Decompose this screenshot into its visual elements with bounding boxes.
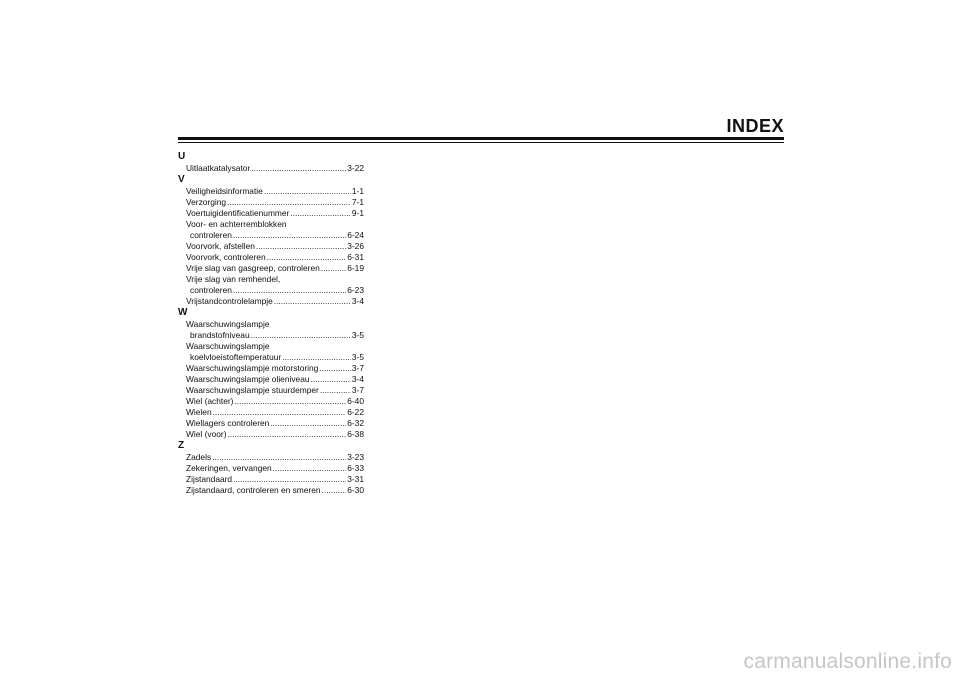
dot-leader: [251, 163, 346, 174]
index-entry-text: Voor- en achterremblokken: [186, 219, 287, 229]
index-entry-text: Wiel (achter): [186, 396, 234, 406]
index-entry-page: 3-31: [347, 474, 364, 484]
index-entry: [178, 163, 364, 174]
index-entry-page: 6-40: [347, 396, 364, 406]
header-rule-thin: [178, 142, 784, 143]
index-entry-text: Veiligheidsinformatie: [186, 186, 263, 196]
index-entry-text: Vrije slag van remhendel,: [186, 274, 281, 284]
index-entry: [178, 363, 364, 374]
index-entry-text: koelvloeistoftemperatuur: [190, 352, 282, 362]
index-entry: [178, 452, 364, 463]
dot-leader: [233, 230, 346, 241]
index-entry-text: Wielen: [186, 407, 212, 417]
index-entry-text: Vrijstandcontrolelampje: [186, 296, 273, 306]
index-entry-text: Waarschuwingslampje stuurdemper: [186, 385, 319, 395]
index-entry: [178, 252, 364, 263]
dot-leader: [227, 197, 351, 208]
index-entry-text: Voorvork, afstellen: [186, 241, 255, 251]
index-entry: [178, 296, 364, 307]
index-entry-text: Zadels: [186, 452, 212, 462]
index-entry-page: 6-22: [347, 407, 364, 417]
index-column: [178, 151, 364, 496]
index-entry: [178, 418, 364, 429]
index-entry-text: Zijstandaard: [186, 474, 233, 484]
index-entry-page: 6-31: [347, 252, 364, 262]
index-entry-continuation: [178, 352, 364, 363]
index-entry-page: 6-19: [347, 263, 364, 273]
index-entry-text: Zijstandaard, controleren en smeren: [186, 485, 321, 495]
index-entry-page: 3-23: [347, 452, 364, 462]
dot-leader: [321, 263, 346, 274]
dot-leader: [227, 429, 346, 440]
dot-leader: [273, 463, 347, 474]
index-entry-page: 3-4: [351, 296, 364, 306]
index-entry: [178, 396, 364, 407]
index-entry-page: 6-23: [347, 285, 364, 295]
index-entry-page: 6-32: [347, 418, 364, 428]
dot-leader: [311, 374, 351, 385]
index-entry-text: Voertuigidentificatienummer: [186, 208, 290, 218]
index-entry-page: 6-24: [347, 230, 364, 240]
index-entry: [178, 241, 364, 252]
index-entry-text: brandstofniveau: [190, 330, 250, 340]
page-title: INDEX: [726, 116, 784, 136]
index-entry-text: Zekeringen, vervangen: [186, 463, 272, 473]
dot-leader: [320, 385, 351, 396]
index-letter-heading: Z: [178, 440, 185, 451]
index-entry-text: Waarschuwingslampje olieniveau: [186, 374, 310, 384]
index-entry-text: Wiellagers controleren: [186, 418, 270, 428]
dot-leader: [270, 418, 346, 429]
index-entry-continuation: [178, 230, 364, 241]
dot-leader: [267, 252, 347, 263]
index-entry: [178, 463, 364, 474]
dot-leader: [264, 186, 351, 197]
dot-leader: [234, 396, 346, 407]
index-entry: [178, 485, 364, 496]
index-entry-page: 6-33: [347, 463, 364, 473]
index-entry: [178, 197, 364, 208]
index-entry-text: Voorvork, controleren: [186, 252, 266, 262]
index-entry-page: 7-1: [351, 197, 364, 207]
index-entry-text: controleren: [190, 285, 232, 295]
index-entry: [178, 263, 364, 274]
index-entry-text: Waarschuwingslampje: [186, 341, 270, 351]
dot-leader: [282, 352, 351, 363]
index-entry-page: 3-26: [347, 241, 364, 251]
dot-leader: [233, 285, 346, 296]
index-entry-text: Uitlaatkatalysator: [186, 163, 251, 173]
watermark: carmanualsonline.info: [743, 650, 952, 673]
index-entry-continuation: [178, 330, 364, 341]
index-entry: [178, 208, 364, 219]
index-entry-page: 3-7: [351, 385, 364, 395]
index-entry-text: Waarschuwingslampje motorstoring: [186, 363, 319, 373]
index-letter-heading: V: [178, 174, 185, 185]
index-letter-heading: U: [178, 151, 186, 162]
index-entry-text: Waarschuwingslampje: [186, 319, 270, 329]
index-entry-page: 3-5: [351, 330, 364, 340]
index-entry: [178, 385, 364, 396]
dot-leader: [274, 296, 351, 307]
dot-leader: [322, 485, 347, 496]
index-entry: [178, 429, 364, 440]
dot-leader: [290, 208, 351, 219]
index-entry: [178, 407, 364, 418]
dot-leader: [251, 330, 351, 341]
index-entry-page: 6-30: [347, 485, 364, 495]
index-entry-page: 3-5: [351, 352, 364, 362]
dot-leader: [256, 241, 346, 252]
dot-leader: [233, 474, 346, 485]
header-rule-thick: [178, 137, 784, 140]
index-entry-page: 6-38: [347, 429, 364, 439]
dot-leader: [212, 452, 346, 463]
index-entry: [178, 374, 364, 385]
index-entry-continuation: [178, 285, 364, 296]
index-entry-text: Verzorging: [186, 197, 227, 207]
index-entry-text: Wiel (voor): [186, 429, 227, 439]
index-letter-heading: W: [178, 307, 188, 318]
index-entry-page: 9-1: [351, 208, 364, 218]
index-entry-page: 3-4: [351, 374, 364, 384]
index-entry-page: 3-7: [351, 363, 364, 373]
index-entry-page: 1-1: [351, 186, 364, 196]
index-entry-text: Vrije slag van gasgreep, controleren: [186, 263, 320, 273]
index-entry-text: controleren: [190, 230, 232, 240]
index-entry-page: 3-22: [347, 163, 364, 173]
dot-leader: [213, 407, 347, 418]
index-entry: [178, 474, 364, 485]
index-entry: [178, 186, 364, 197]
dot-leader: [319, 363, 351, 374]
